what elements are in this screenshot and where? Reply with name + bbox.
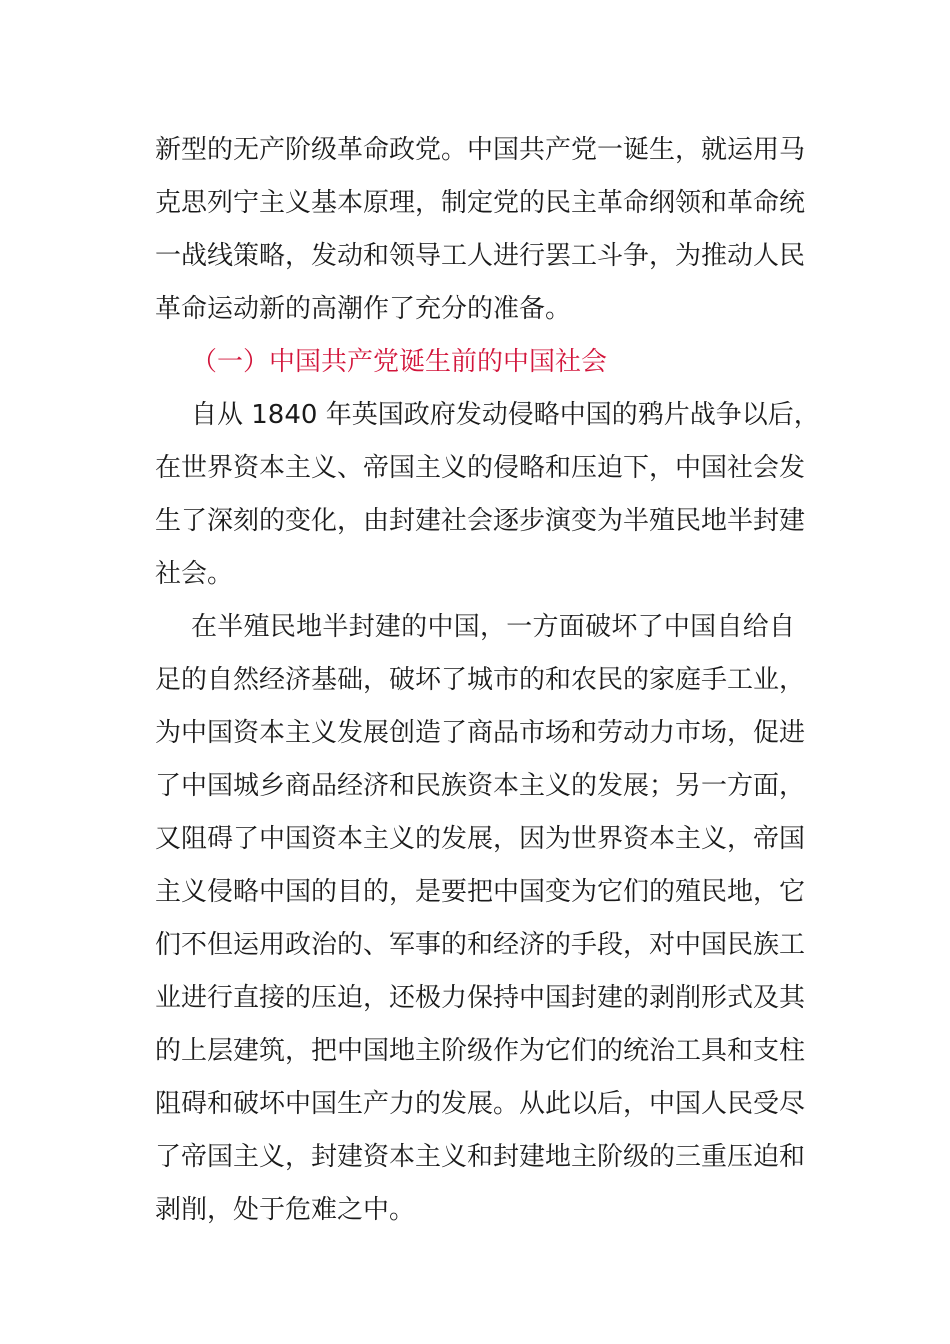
- text-line: 在世界资本主义、帝国主义的侵略和压迫下，中国社会发: [155, 453, 806, 483]
- text-line: 克思列宁主义基本原理，制定党的民主革命纲领和革命统: [155, 188, 806, 218]
- text-line: 自从 1840 年英国政府发动侵略中国的鸦片战争以后，: [191, 400, 820, 430]
- text-line: 了帝国主义，封建资本主义和封建地主阶级的三重压迫和: [155, 1142, 806, 1172]
- text-line: 主义侵略中国的目的，是要把中国变为它们的殖民地，它: [155, 877, 806, 907]
- text-line: 剥削，处于危难之中。: [155, 1195, 416, 1225]
- text-line: 在半殖民地半封建的中国，一方面破坏了中国自给自: [191, 612, 795, 642]
- text-line: 生了深刻的变化，由封建社会逐步演变为半殖民地半封建: [155, 506, 806, 536]
- text-line: 社会。: [155, 559, 234, 589]
- text-line: 一战线策略，发动和领导工人进行罢工斗争，为推动人民: [155, 241, 806, 271]
- paragraph-continuation: [155, 124, 806, 336]
- text-line: 为中国资本主义发展创造了商品市场和劳动力市场，促进: [155, 718, 806, 748]
- paragraph: [155, 389, 820, 601]
- text-line: 的上层建筑，把中国地主阶级作为它们的统治工具和支柱: [155, 1036, 806, 1066]
- text-line: 足的自然经济基础，破坏了城市的和农民的家庭手工业，: [155, 665, 806, 695]
- text-line: 们不但运用政治的、军事的和经济的手段，对中国民族工: [155, 930, 806, 960]
- text-line: 了中国城乡商品经济和民族资本主义的发展；另一方面，: [155, 771, 806, 801]
- text-line: 又阻碍了中国资本主义的发展，因为世界资本主义，帝国: [155, 824, 806, 854]
- text-line: 革命运动新的高潮作了充分的准备。: [155, 294, 572, 324]
- paragraph: [155, 601, 806, 1237]
- text-line: 阻碍和破坏中国生产力的发展。从此以后，中国人民受尽: [155, 1089, 806, 1119]
- document-body: [155, 124, 820, 1237]
- section-heading: （一）中国共产党诞生前的中国社会: [191, 347, 608, 377]
- text-line: 业进行直接的压迫，还极力保持中国封建的剥削形式及其: [155, 983, 806, 1013]
- text-line: 新型的无产阶级革命政党。中国共产党一诞生，就运用马: [155, 135, 806, 165]
